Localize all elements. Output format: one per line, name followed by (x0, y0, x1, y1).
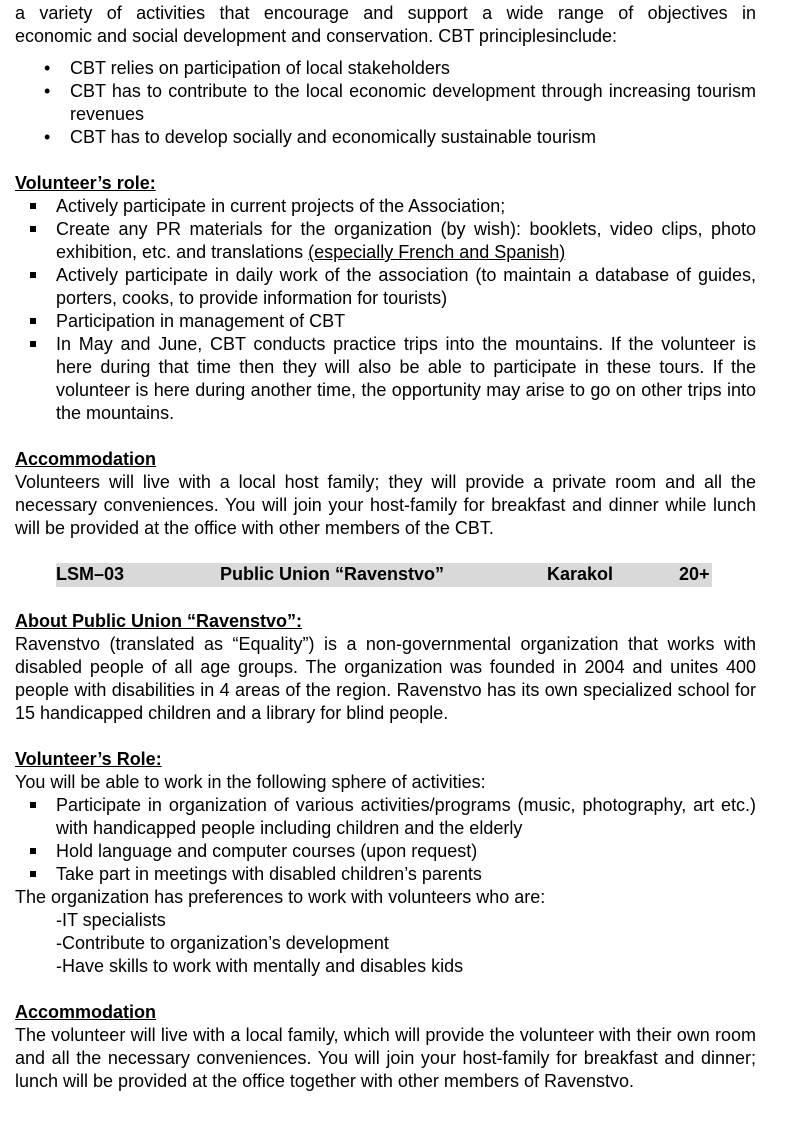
bullet-icon: • (44, 58, 51, 78)
accommodation-2-text: The volunteer will live with a local family, which will provide the volunteer with their own room and all the necessary conveniences. You will join your host-family for breakfast and dinner; lunch will be provided at the office together with other members of Ravenstvo. (15, 1025, 756, 1091)
list-item: Participate in organization of various activities/programs (music, photography, art etc.) with handicapped people including children and the elderly (56, 794, 756, 840)
list-item: Hold language and computer courses (upon request) (56, 840, 756, 863)
project-name: Public Union “Ravenstvo” (220, 564, 445, 584)
square-bullet-icon (30, 226, 36, 232)
underlined-languages: (especially French and Spanish) (308, 242, 566, 262)
cbt-principles-list (15, 57, 756, 149)
square-bullet-icon (30, 272, 36, 278)
list-item: Actively participate in daily work of the association (to maintain a database of guides, porters, cooks, to provide information for tourists) (56, 264, 756, 310)
intro-line-1: a variety of activities that encourage and support a wide range of objectives in (15, 3, 756, 23)
intro-line-2: economic and social development and conservation. CBT principlesinclude: (15, 26, 618, 46)
bullet-icon: • (44, 127, 51, 147)
project-code: LSM–03 (56, 564, 125, 584)
accommodation-heading: Accommodation (15, 449, 157, 469)
list-item: • CBT has to develop socially and economically sustainable tourism (44, 127, 596, 147)
project-age: 20+ (679, 564, 710, 584)
list-item: Participation in management of CBT (56, 310, 756, 333)
volunteer-role-2-heading: Volunteer’s Role: (15, 749, 162, 769)
role-intro: You will be able to work in the following sphere of activities: (15, 772, 486, 792)
about-text: Ravenstvo (translated as “Equality”) is a non-governmental organization that works with disabled people of all age groups. The organization was founded in 2004 and unites 400 people with disabilities in 4 areas of the region. Ravenstvo has its own specialized school for 15 handicapped children and a library for blind people. (15, 634, 756, 723)
accommodation-text: Volunteers will live with a local host family; they will provide a private room and all the necessary conveniences. You will join your host-family for breakfast and dinner while lunch will be provided at the office with other members of the CBT. (15, 472, 756, 538)
list-item: In May and June, CBT conducts practice trips into the mountains. If the volunteer is here during that time then they will also be able to participate in these tours. If the volunteer is here during another time, the opportunity may arise to go on other trips into the mountains. (56, 333, 756, 425)
project-location: Karakol (547, 564, 614, 584)
list-item: Take part in meetings with disabled children’s parents (56, 863, 756, 886)
activities-list (15, 794, 756, 886)
square-bullet-icon (30, 802, 36, 808)
accommodation-2-heading: Accommodation (15, 1002, 157, 1022)
about-heading: About Public Union “Ravenstvo”: (15, 611, 303, 631)
preference-item: -Have skills to work with mentally and disables kids (56, 956, 464, 976)
square-bullet-icon (30, 341, 36, 347)
preferences-intro: The organization has preferences to work with volunteers who are: (15, 887, 546, 907)
bullet-icon: • (44, 81, 51, 101)
preference-item: -IT specialists (56, 910, 166, 930)
volunteer-role-list (15, 195, 756, 425)
list-item: • CBT relies on participation of local stakeholders (44, 58, 450, 78)
project-header-band (56, 563, 712, 587)
preference-item: -Contribute to organization’s development (56, 933, 389, 953)
list-item: Actively participate in current projects of the Association; (56, 195, 756, 218)
square-bullet-icon (30, 848, 36, 854)
volunteer-role-heading: Volunteer’s role: (15, 173, 156, 193)
list-item: Create any PR materials for the organization (by wish): booklets, video clips, photo exhibition, etc. and translations (especially French and Spanish) (56, 218, 756, 264)
list-item: • CBT has to contribute to the local economic development through increasing tourism revenues (44, 81, 756, 124)
square-bullet-icon (30, 203, 36, 209)
square-bullet-icon (30, 871, 36, 877)
square-bullet-icon (30, 318, 36, 324)
